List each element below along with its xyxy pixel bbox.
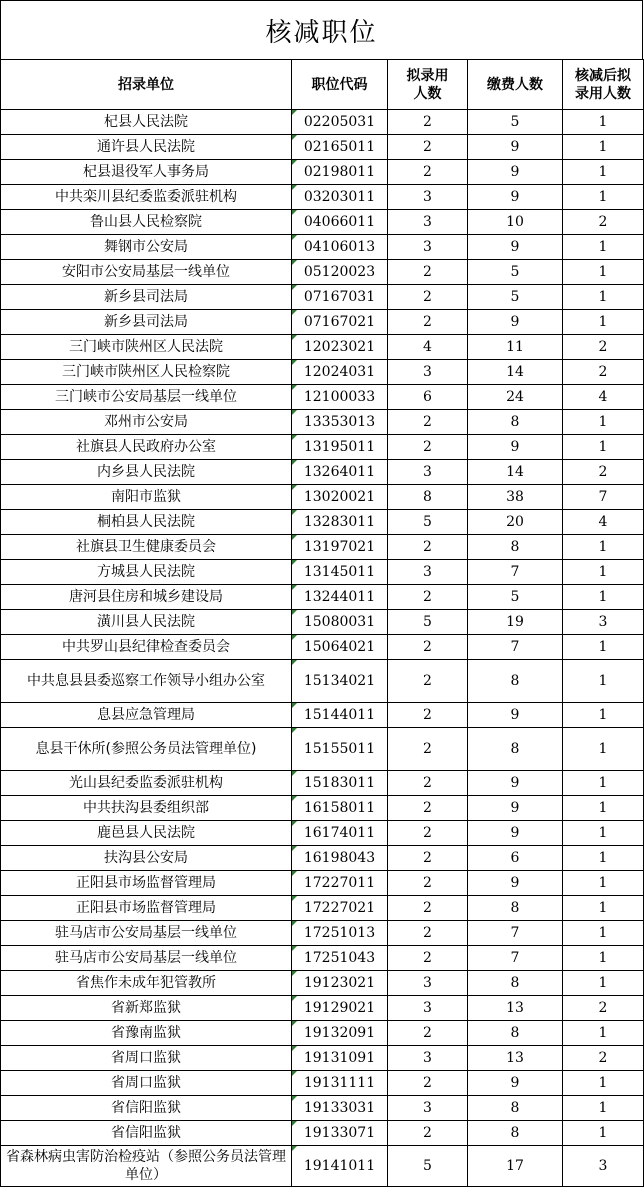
code-cell: 19133071: [292, 1121, 388, 1146]
reduced-cell: 3: [563, 1146, 644, 1187]
table-row: [1, 871, 644, 896]
code-cell: 05120023: [292, 260, 388, 285]
planned-cell: 5: [388, 610, 468, 635]
paid-cell: 9: [468, 703, 563, 728]
header-unit: 招录单位: [1, 60, 292, 110]
table-row: [1, 1146, 644, 1187]
paid-cell: 8: [468, 896, 563, 921]
unit-cell: 潢川县人民法院: [1, 610, 292, 635]
unit-cell: 内乡县人民法院: [1, 460, 292, 485]
unit-cell: 省信阳监狱: [1, 1096, 292, 1121]
code-cell: 02165011: [292, 135, 388, 160]
reduced-cell: 1: [563, 285, 644, 310]
reduced-cell: 1: [563, 921, 644, 946]
table-row: [1, 510, 644, 535]
table-row: [1, 335, 644, 360]
reduced-cell: 1: [563, 185, 644, 210]
paid-cell: 8: [468, 971, 563, 996]
table-row: [1, 285, 644, 310]
paid-cell: 5: [468, 110, 563, 135]
unit-cell: 正阳县市场监督管理局: [1, 896, 292, 921]
code-cell: 13195011: [292, 435, 388, 460]
unit-cell: 正阳县市场监督管理局: [1, 871, 292, 896]
paid-cell: 8: [468, 660, 563, 703]
planned-cell: 2: [388, 821, 468, 846]
unit-cell: 光山县纪委监委派驻机构: [1, 771, 292, 796]
code-cell: 12023021: [292, 335, 388, 360]
code-cell: 15144011: [292, 703, 388, 728]
paid-cell: 8: [468, 1021, 563, 1046]
reduced-cell: 1: [563, 1096, 644, 1121]
table-row: [1, 1096, 644, 1121]
paid-cell: 7: [468, 635, 563, 660]
unit-cell: 三门峡市公安局基层一线单位: [1, 385, 292, 410]
code-cell: 04066011: [292, 210, 388, 235]
reduced-cell: 1: [563, 896, 644, 921]
header-paid: 缴费人数: [468, 60, 563, 110]
planned-cell: 4: [388, 335, 468, 360]
planned-cell: 5: [388, 1146, 468, 1187]
unit-cell: 中共息县县委巡察工作领导小组办公室: [1, 660, 292, 703]
unit-cell: 鹿邑县人民法院: [1, 821, 292, 846]
planned-cell: 3: [388, 235, 468, 260]
paid-cell: 11: [468, 335, 563, 360]
table-row: [1, 946, 644, 971]
paid-cell: 8: [468, 728, 563, 771]
paid-cell: 19: [468, 610, 563, 635]
paid-cell: 7: [468, 560, 563, 585]
reduced-cell: 1: [563, 410, 644, 435]
paid-cell: 14: [468, 360, 563, 385]
unit-cell: 通许县人民法院: [1, 135, 292, 160]
table-row: [1, 585, 644, 610]
paid-cell: 8: [468, 1096, 563, 1121]
unit-cell: 中共扶沟县委组织部: [1, 796, 292, 821]
unit-cell: 舞钢市公安局: [1, 235, 292, 260]
paid-cell: 9: [468, 796, 563, 821]
unit-cell: 三门峡市陕州区人民法院: [1, 335, 292, 360]
unit-cell: 唐河县住房和城乡建设局: [1, 585, 292, 610]
unit-cell: 新乡县司法局: [1, 285, 292, 310]
planned-cell: 2: [388, 135, 468, 160]
code-cell: 12100033: [292, 385, 388, 410]
code-cell: 19123021: [292, 971, 388, 996]
planned-cell: 2: [388, 535, 468, 560]
unit-cell: 省森林病虫害防治检疫站（参照公务员法管理单位）: [1, 1146, 292, 1187]
planned-cell: 3: [388, 360, 468, 385]
paid-cell: 9: [468, 871, 563, 896]
table-row: [1, 971, 644, 996]
code-cell: 19141011: [292, 1146, 388, 1187]
reduced-cell: 1: [563, 1071, 644, 1096]
planned-cell: 2: [388, 410, 468, 435]
table-header-row: [1, 60, 644, 110]
code-cell: 19129021: [292, 996, 388, 1021]
code-cell: 13145011: [292, 560, 388, 585]
planned-cell: 2: [388, 435, 468, 460]
paid-cell: 8: [468, 1121, 563, 1146]
planned-cell: 2: [388, 1071, 468, 1096]
unit-cell: 社旗县卫生健康委员会: [1, 535, 292, 560]
table-row: [1, 135, 644, 160]
code-cell: 15155011: [292, 728, 388, 771]
unit-cell: 南阳市监狱: [1, 485, 292, 510]
reduced-cell: 1: [563, 310, 644, 335]
table-row: [1, 821, 644, 846]
reduced-cell: 1: [563, 703, 644, 728]
code-cell: 15134021: [292, 660, 388, 703]
paid-cell: 14: [468, 460, 563, 485]
code-cell: 17227021: [292, 896, 388, 921]
paid-cell: 17: [468, 1146, 563, 1187]
code-cell: 15064021: [292, 635, 388, 660]
unit-cell: 省信阳监狱: [1, 1121, 292, 1146]
planned-cell: 2: [388, 728, 468, 771]
reduced-cell: 1: [563, 535, 644, 560]
reduced-cell: 2: [563, 360, 644, 385]
planned-cell: 2: [388, 946, 468, 971]
planned-cell: 3: [388, 560, 468, 585]
unit-cell: 息县应急管理局: [1, 703, 292, 728]
table-row: [1, 460, 644, 485]
reduced-cell: 1: [563, 260, 644, 285]
table-row: [1, 1046, 644, 1071]
table-row: [1, 635, 644, 660]
code-cell: 19131111: [292, 1071, 388, 1096]
paid-cell: 9: [468, 160, 563, 185]
table-row: [1, 1121, 644, 1146]
unit-cell: 省豫南监狱: [1, 1021, 292, 1046]
unit-cell: 息县干休所(参照公务员法管理单位): [1, 728, 292, 771]
unit-cell: 省新郑监狱: [1, 996, 292, 1021]
paid-cell: 24: [468, 385, 563, 410]
reduced-cell: 1: [563, 971, 644, 996]
planned-cell: 3: [388, 1046, 468, 1071]
code-cell: 15080031: [292, 610, 388, 635]
table-row: [1, 235, 644, 260]
planned-cell: 2: [388, 846, 468, 871]
planned-cell: 8: [388, 485, 468, 510]
table-row: [1, 385, 644, 410]
paid-cell: 5: [468, 585, 563, 610]
planned-cell: 2: [388, 635, 468, 660]
reduced-cell: 2: [563, 996, 644, 1021]
unit-cell: 省周口监狱: [1, 1071, 292, 1096]
paid-cell: 9: [468, 135, 563, 160]
planned-cell: 2: [388, 1021, 468, 1046]
planned-cell: 3: [388, 971, 468, 996]
paid-cell: 13: [468, 1046, 563, 1071]
code-cell: 04106013: [292, 235, 388, 260]
table-row: [1, 921, 644, 946]
paid-cell: 9: [468, 771, 563, 796]
unit-cell: 社旗县人民政府办公室: [1, 435, 292, 460]
code-cell: 13197021: [292, 535, 388, 560]
unit-cell: 桐柏县人民法院: [1, 510, 292, 535]
planned-cell: 2: [388, 585, 468, 610]
code-cell: 17251043: [292, 946, 388, 971]
paid-cell: 7: [468, 921, 563, 946]
code-cell: 13283011: [292, 510, 388, 535]
reduced-cell: 1: [563, 796, 644, 821]
code-cell: 16158011: [292, 796, 388, 821]
planned-cell: 3: [388, 185, 468, 210]
unit-cell: 驻马店市公安局基层一线单位: [1, 921, 292, 946]
code-cell: 13244011: [292, 585, 388, 610]
code-cell: 19132091: [292, 1021, 388, 1046]
reduced-cell: 1: [563, 728, 644, 771]
code-cell: 19133031: [292, 1096, 388, 1121]
code-cell: 15183011: [292, 771, 388, 796]
reduced-cell: 1: [563, 160, 644, 185]
table-row: [1, 703, 644, 728]
planned-cell: 2: [388, 660, 468, 703]
code-cell: 16174011: [292, 821, 388, 846]
reduced-cell: 1: [563, 135, 644, 160]
paid-cell: 10: [468, 210, 563, 235]
table-row: [1, 660, 644, 703]
table-row: [1, 110, 644, 135]
planned-cell: 2: [388, 310, 468, 335]
table-row: [1, 535, 644, 560]
unit-cell: 省周口监狱: [1, 1046, 292, 1071]
table-row: [1, 485, 644, 510]
reduced-cell: 1: [563, 771, 644, 796]
table-row: [1, 185, 644, 210]
table-row: [1, 210, 644, 235]
table-row: [1, 996, 644, 1021]
table-row: [1, 360, 644, 385]
reduced-cell: 1: [563, 1121, 644, 1146]
reduced-cell: 1: [563, 235, 644, 260]
code-cell: 13353013: [292, 410, 388, 435]
code-cell: 03203011: [292, 185, 388, 210]
planned-cell: 2: [388, 110, 468, 135]
reduced-cell: 1: [563, 635, 644, 660]
planned-cell: 2: [388, 1121, 468, 1146]
unit-cell: 省焦作未成年犯管教所: [1, 971, 292, 996]
planned-cell: 3: [388, 1096, 468, 1121]
paid-cell: 20: [468, 510, 563, 535]
planned-cell: 2: [388, 796, 468, 821]
reduced-cell: 3: [563, 610, 644, 635]
header-code: 职位代码: [292, 60, 388, 110]
table-row: [1, 896, 644, 921]
paid-cell: 5: [468, 285, 563, 310]
table-row: [1, 796, 644, 821]
code-cell: 07167031: [292, 285, 388, 310]
reduced-cell: 4: [563, 510, 644, 535]
code-cell: 16198043: [292, 846, 388, 871]
code-cell: 13020021: [292, 485, 388, 510]
unit-cell: 杞县退役军人事务局: [1, 160, 292, 185]
planned-cell: 2: [388, 703, 468, 728]
paid-cell: 9: [468, 235, 563, 260]
unit-cell: 邓州市公安局: [1, 410, 292, 435]
planned-cell: 2: [388, 921, 468, 946]
paid-cell: 13: [468, 996, 563, 1021]
paid-cell: 9: [468, 821, 563, 846]
table-row: [1, 310, 644, 335]
paid-cell: 9: [468, 310, 563, 335]
reduced-cell: 1: [563, 110, 644, 135]
code-cell: 02198011: [292, 160, 388, 185]
reduced-cell: 2: [563, 460, 644, 485]
planned-cell: 6: [388, 385, 468, 410]
reduced-cell: 7: [563, 485, 644, 510]
header-reduced: 核减后拟录用人数: [563, 60, 644, 110]
planned-cell: 3: [388, 460, 468, 485]
planned-cell: 3: [388, 210, 468, 235]
table-row: [1, 1021, 644, 1046]
code-cell: 12024031: [292, 360, 388, 385]
reduced-cell: 1: [563, 946, 644, 971]
reduced-cell: 1: [563, 585, 644, 610]
table-body: [1, 110, 644, 1187]
code-cell: 13264011: [292, 460, 388, 485]
unit-cell: 方城县人民法院: [1, 560, 292, 585]
table-row: [1, 435, 644, 460]
reduced-cell: 1: [563, 846, 644, 871]
unit-cell: 扶沟县公安局: [1, 846, 292, 871]
reduced-cell: 1: [563, 1021, 644, 1046]
code-cell: 17251013: [292, 921, 388, 946]
unit-cell: 驻马店市公安局基层一线单位: [1, 946, 292, 971]
unit-cell: 安阳市公安局基层一线单位: [1, 260, 292, 285]
code-cell: 02205031: [292, 110, 388, 135]
paid-cell: 8: [468, 410, 563, 435]
planned-cell: 5: [388, 510, 468, 535]
code-cell: 17227011: [292, 871, 388, 896]
unit-cell: 新乡县司法局: [1, 310, 292, 335]
unit-cell: 中共栾川县纪委监委派驻机构: [1, 185, 292, 210]
planned-cell: 2: [388, 285, 468, 310]
planned-cell: 2: [388, 260, 468, 285]
table-row: [1, 560, 644, 585]
table-row: [1, 410, 644, 435]
planned-cell: 2: [388, 896, 468, 921]
table-row: [1, 260, 644, 285]
positions-table: [0, 59, 644, 1187]
reduced-cell: 2: [563, 335, 644, 360]
paid-cell: 6: [468, 846, 563, 871]
table-row: [1, 728, 644, 771]
planned-cell: 2: [388, 771, 468, 796]
page-title: 核减职位: [0, 0, 643, 59]
paid-cell: 38: [468, 485, 563, 510]
header-planned: 拟录用人数: [388, 60, 468, 110]
paid-cell: 9: [468, 1071, 563, 1096]
table-row: [1, 160, 644, 185]
paid-cell: 8: [468, 535, 563, 560]
table-row: [1, 771, 644, 796]
table-row: [1, 1071, 644, 1096]
code-cell: 19131091: [292, 1046, 388, 1071]
planned-cell: 3: [388, 996, 468, 1021]
reduced-cell: 1: [563, 660, 644, 703]
reduced-cell: 2: [563, 210, 644, 235]
code-cell: 07167021: [292, 310, 388, 335]
reduced-cell: 1: [563, 435, 644, 460]
reduced-cell: 1: [563, 871, 644, 896]
unit-cell: 中共罗山县纪律检查委员会: [1, 635, 292, 660]
unit-cell: 杞县人民法院: [1, 110, 292, 135]
paid-cell: 9: [468, 185, 563, 210]
reduced-cell: 1: [563, 560, 644, 585]
unit-cell: 三门峡市陕州区人民检察院: [1, 360, 292, 385]
table-row: [1, 846, 644, 871]
paid-cell: 9: [468, 435, 563, 460]
table-row: [1, 610, 644, 635]
unit-cell: 鲁山县人民检察院: [1, 210, 292, 235]
paid-cell: 7: [468, 946, 563, 971]
reduced-cell: 1: [563, 821, 644, 846]
reduced-cell: 2: [563, 1046, 644, 1071]
reduced-cell: 4: [563, 385, 644, 410]
paid-cell: 5: [468, 260, 563, 285]
planned-cell: 2: [388, 871, 468, 896]
planned-cell: 2: [388, 160, 468, 185]
